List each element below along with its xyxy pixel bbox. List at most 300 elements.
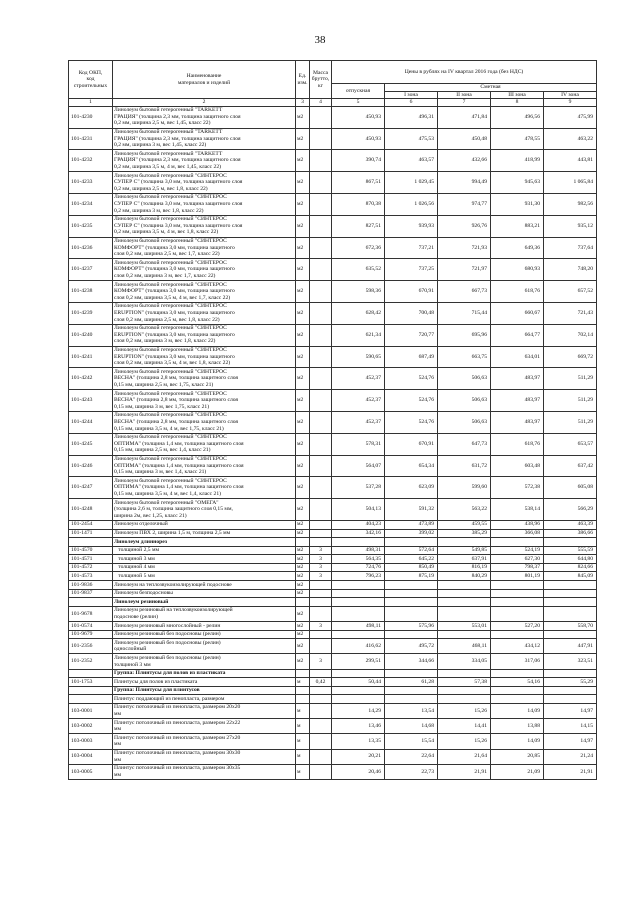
item-name [113, 734, 296, 749]
item-unit: м2 [296, 259, 310, 281]
item-mass [310, 193, 332, 215]
table-row [69, 734, 597, 749]
header-name-l1: Наименование [186, 73, 222, 79]
item-mass [310, 538, 332, 547]
price-zone-2: 468,11 [438, 639, 491, 654]
item-mass [310, 477, 332, 499]
item-name-line: ERUPTION" (толщина 3,0 мм, толщина защитного [114, 310, 235, 317]
col-number: 7 [438, 99, 491, 107]
item-mass: 0,42 [310, 678, 332, 687]
price-zone-1: 524,76 [385, 390, 438, 412]
item-name-line: Линолеум бытовой гетерогенный "СИНТЕРОС [114, 238, 227, 245]
item-name [113, 639, 296, 654]
item-name-line: подоснове (релин) [114, 613, 158, 620]
price-zone-4: 555,59 [544, 546, 597, 555]
price-zone-1: 1 029,45 [385, 172, 438, 194]
price-zone-2: 637,91 [438, 555, 491, 564]
item-name-line: мм [114, 726, 122, 733]
price-retail: 672,36 [332, 237, 385, 259]
item-name-line: слоя 0,2 мм, ширина 2,5 м, вес 1,7, класс 22) [114, 251, 220, 258]
item-unit: м2 [296, 346, 310, 368]
table-row [69, 281, 597, 303]
header-unit [296, 61, 310, 99]
item-name [113, 630, 296, 639]
price-retail: 450,93 [332, 106, 385, 128]
price-zone-4: 443,81 [544, 150, 597, 172]
price-zone-3: 634,01 [491, 346, 544, 368]
item-code: 103-0005 [69, 764, 113, 779]
item-mass [310, 390, 332, 412]
price-zone-1: 700,48 [385, 302, 438, 324]
price-zone-3 [491, 695, 544, 704]
item-name-line: 0,15 мм, ширина 2,5 м, вес 1,4, класс 21) [114, 447, 211, 454]
item-unit: м2 [296, 555, 310, 564]
price-retail: 404,23 [332, 520, 385, 529]
price-zone-3: 21,09 [491, 764, 544, 779]
price-zone-1: 473,89 [385, 520, 438, 529]
item-name-line: ERUPTION" (толщина 3,0 мм, толщина защитного [114, 353, 235, 360]
price-zone-2 [438, 669, 491, 678]
column-number-row [69, 99, 597, 107]
price-zone-1 [385, 538, 438, 547]
price-zone-4: 21,91 [544, 764, 597, 779]
item-name-line: толщиной 3 мм [114, 555, 155, 562]
item-mass: 3 [310, 654, 332, 669]
price-retail: 498,11 [332, 622, 385, 631]
price-zone-2: 695,96 [438, 324, 491, 346]
price-zone-1: 720,77 [385, 324, 438, 346]
item-name [113, 302, 296, 324]
item-name-line: 0,15 мм, ширина 3,5 м, 4 м, вес 1,4, класс 21) [114, 491, 222, 498]
price-zone-3: 14,09 [491, 734, 544, 749]
item-code: 101-4245 [69, 433, 113, 455]
item-unit: м [296, 764, 310, 779]
price-zone-4: 982,56 [544, 193, 597, 215]
price-zone-2: 15,26 [438, 703, 491, 718]
price-zone-1: 670,91 [385, 281, 438, 303]
price-zone-3: 317,06 [491, 654, 544, 669]
item-name-line: слоя 0,2 мм, ширина 3,5 м, 4 м, вес 1,8, класс 22) [114, 360, 231, 367]
item-code: 101-4246 [69, 455, 113, 477]
item-mass: 3 [310, 555, 332, 564]
price-zone-1 [385, 589, 438, 598]
item-name-line: Линолеум длиннорез [114, 538, 168, 545]
price-retail: 867,51 [332, 172, 385, 194]
item-name-line: 0,2 мм, ширина 3,5 м, 4 м, вес 1,45, класс 22) [114, 164, 222, 171]
item-unit: м2 [296, 529, 310, 538]
price-retail [332, 686, 385, 695]
item-name [113, 411, 296, 433]
group-row [69, 669, 597, 678]
item-name-line: ГРАЦИЯ" (толщина 2,3 мм, толщина защитного слоя [114, 113, 241, 120]
price-zone-4: 511,29 [544, 368, 597, 390]
item-name-line: Линолеум резиновый без подосновы (релин) [114, 631, 221, 638]
price-retail: 537,28 [332, 477, 385, 499]
price-zone-1 [385, 598, 438, 607]
item-name [113, 686, 296, 695]
price-zone-1: 475,53 [385, 128, 438, 150]
price-retail: 590,65 [332, 346, 385, 368]
item-code: 101-4235 [69, 215, 113, 237]
price-zone-1: 645,22 [385, 555, 438, 564]
price-zone-1: 687,49 [385, 346, 438, 368]
price-retail [332, 669, 385, 678]
item-name-line: Линолеум бытовой гетерогенный "СИНТЕРОС [114, 390, 227, 397]
item-code: 101-4233 [69, 172, 113, 194]
price-zone-3: 680,93 [491, 259, 544, 281]
item-code [69, 598, 113, 607]
item-name-line: 0,15 мм, ширина 3 м, вес 1,75, класс 21) [114, 403, 210, 410]
price-zone-1 [385, 686, 438, 695]
item-name-line: Линолеум бытовой гетерогенный "СИНТЕРОС [114, 303, 227, 310]
price-zone-3: 14,09 [491, 703, 544, 718]
price-zone-2: 994,49 [438, 172, 491, 194]
item-name-line: Линолеум безподосновы [114, 590, 173, 597]
price-zone-3: 664,77 [491, 324, 544, 346]
price-retail: 390,74 [332, 150, 385, 172]
price-zone-1: 15,54 [385, 734, 438, 749]
item-mass [310, 719, 332, 734]
item-code: 101-4243 [69, 390, 113, 412]
item-name-line: ВЕСНА" (толщина 2,8 мм, толщина защитного слоя [114, 375, 239, 382]
item-mass: 3 [310, 546, 332, 555]
item-unit: м [296, 734, 310, 749]
price-retail: 14,29 [332, 703, 385, 718]
price-retail: 452,37 [332, 390, 385, 412]
item-name-line: 0,15 мм, ширина 3,5 м, 4 м, вес 1,75, класс 21) [114, 425, 224, 432]
item-code: 101-4244 [69, 411, 113, 433]
price-zone-1: 524,76 [385, 368, 438, 390]
price-retail: 564,07 [332, 455, 385, 477]
item-name [113, 172, 296, 194]
item-name-line: Плинтус поддающий из пенопласта, размером [114, 695, 225, 702]
price-zone-3: 627,30 [491, 555, 544, 564]
item-name [113, 538, 296, 547]
item-name [113, 606, 296, 621]
price-zone-3: 527,20 [491, 622, 544, 631]
price-zone-2: 816,19 [438, 563, 491, 572]
price-zone-2: 471,84 [438, 106, 491, 128]
price-zone-3: 798,37 [491, 563, 544, 572]
item-code [69, 695, 113, 704]
item-name-line: Линолеум бытовой гетерогенный "СИНТЕРОС [114, 281, 227, 288]
item-code: 101-4239 [69, 302, 113, 324]
item-name [113, 324, 296, 346]
item-unit: м2 [296, 589, 310, 598]
item-name-line: толщиной 3 мм [114, 661, 151, 668]
price-zone-3 [491, 589, 544, 598]
item-name-line: толщиной 2,5 мм [114, 547, 160, 554]
price-zone-4: 748,20 [544, 259, 597, 281]
item-mass: 3 [310, 572, 332, 581]
price-retail: 598,36 [332, 281, 385, 303]
price-retail: 452,37 [332, 368, 385, 390]
item-name-line: СУПЕР С" (толщина 3,0 мм, толщина защитного слоя [114, 201, 243, 208]
item-mass [310, 455, 332, 477]
price-retail: 13,35 [332, 734, 385, 749]
item-mass [310, 529, 332, 538]
item-name-line: ОПТИМА" (толщина 1,4 мм, толщина защитного слоя [114, 484, 244, 491]
header-zone-4: IV зона [544, 91, 597, 99]
table-row [69, 589, 597, 598]
item-unit: м2 [296, 237, 310, 259]
item-unit [296, 669, 310, 678]
price-zone-3: 945,63 [491, 172, 544, 194]
item-mass: 3 [310, 622, 332, 631]
item-name [113, 563, 296, 572]
item-name-line: Линолеум на теплозвукоизолирующей подоснове [114, 581, 232, 588]
price-zone-1: 1 026,56 [385, 193, 438, 215]
table-row [69, 703, 597, 718]
item-code: 101-4573 [69, 572, 113, 581]
item-mass [310, 215, 332, 237]
price-zone-2: 974,77 [438, 193, 491, 215]
price-zone-3: 483,97 [491, 368, 544, 390]
price-zone-1: 344,66 [385, 654, 438, 669]
item-code: 103-0002 [69, 719, 113, 734]
header-mass [310, 61, 332, 99]
col-number: 4 [310, 99, 332, 107]
item-mass [310, 686, 332, 695]
price-zone-3 [491, 686, 544, 695]
item-name-line: СУПЕР С" (толщина 3,0 мм, толщина защитного слоя [114, 222, 243, 229]
item-unit [296, 686, 310, 695]
item-mass [310, 598, 332, 607]
table-row [69, 630, 597, 639]
page-number: 38 [314, 34, 326, 46]
price-zone-3: 618,76 [491, 281, 544, 303]
item-unit: м2 [296, 128, 310, 150]
item-name [113, 346, 296, 368]
price-zone-1 [385, 630, 438, 639]
item-mass [310, 324, 332, 346]
item-mass [310, 734, 332, 749]
price-zone-2 [438, 589, 491, 598]
item-code: 103-0003 [69, 734, 113, 749]
price-zone-3 [491, 538, 544, 547]
price-zone-1: 575,96 [385, 622, 438, 631]
item-name-line: мм [114, 741, 122, 748]
price-zone-4: 463,39 [544, 520, 597, 529]
item-code: 101-4572 [69, 563, 113, 572]
item-mass [310, 764, 332, 779]
item-name-line: ОПТИМА" (толщина 1,4 мм, толщина защитного слоя [114, 440, 244, 447]
item-name-line: Линолеум резиновый без подосновы (релин) [114, 639, 221, 646]
table-row [69, 390, 597, 412]
item-name [113, 678, 296, 687]
price-zone-3 [491, 598, 544, 607]
price-zone-4: 55,29 [544, 678, 597, 687]
item-code: 103-0001 [69, 703, 113, 718]
price-zone-4 [544, 606, 597, 621]
item-unit: м2 [296, 390, 310, 412]
price-retail: 635,52 [332, 259, 385, 281]
item-unit: м2 [296, 630, 310, 639]
price-zone-3: 478,55 [491, 128, 544, 150]
item-mass [310, 128, 332, 150]
price-retail: 452,37 [332, 411, 385, 433]
price-zone-4: 566,29 [544, 499, 597, 521]
item-code: 101-4248 [69, 499, 113, 521]
item-name-line: мм [114, 756, 122, 763]
price-table [68, 60, 597, 780]
price-retail: 796,23 [332, 572, 385, 581]
price-zone-3: 418,99 [491, 150, 544, 172]
item-code: 101-4238 [69, 281, 113, 303]
price-zone-3: 496,56 [491, 106, 544, 128]
item-name [113, 390, 296, 412]
item-code: 101-9836 [69, 581, 113, 590]
price-zone-3: 931,30 [491, 193, 544, 215]
price-zone-3 [491, 606, 544, 621]
item-name-line: ВЕСНА" (толщина 2,8 мм, толщина защитного слоя [114, 397, 239, 404]
price-retail: 628,42 [332, 302, 385, 324]
price-zone-4: 605,08 [544, 477, 597, 499]
item-name [113, 749, 296, 764]
price-zone-2: 506,63 [438, 368, 491, 390]
price-zone-3: 20,85 [491, 749, 544, 764]
price-zone-1: 670,91 [385, 433, 438, 455]
item-name [113, 654, 296, 669]
item-name [113, 622, 296, 631]
price-zone-4: 721,43 [544, 302, 597, 324]
table-row [69, 368, 597, 390]
item-name-line: КОМФОРТ" (толщина 3,0 мм, толщина защитного [114, 288, 235, 295]
price-zone-2: 21,64 [438, 749, 491, 764]
price-zone-4 [544, 686, 597, 695]
item-name-line: ОПТИМА" (толщина 1,4 мм, толщина защитного слоя [114, 462, 244, 469]
price-zone-3: 366,08 [491, 529, 544, 538]
item-unit: м2 [296, 563, 310, 572]
price-zone-2: 57,38 [438, 678, 491, 687]
price-zone-4: 644,80 [544, 555, 597, 564]
item-unit: м2 [296, 477, 310, 499]
item-unit: м2 [296, 606, 310, 621]
item-name [113, 368, 296, 390]
item-name [113, 106, 296, 128]
table-row [69, 572, 597, 581]
item-name [113, 237, 296, 259]
item-unit: м2 [296, 654, 310, 669]
table-row [69, 678, 597, 687]
item-name [113, 546, 296, 555]
table-row [69, 346, 597, 368]
table-row [69, 529, 597, 538]
price-zone-4: 14,97 [544, 734, 597, 749]
price-zone-4: 935,12 [544, 215, 597, 237]
table-row [69, 764, 597, 779]
price-zone-2: 721,93 [438, 237, 491, 259]
price-retail: 20,21 [332, 749, 385, 764]
price-zone-4: 824,66 [544, 563, 597, 572]
price-zone-4: 386,66 [544, 529, 597, 538]
item-code: 101-4570 [69, 546, 113, 555]
header-code-l1: Код ОКП, [78, 69, 103, 76]
price-zone-3: 434,12 [491, 639, 544, 654]
item-name-line: Линолеум резиновый [114, 598, 169, 605]
item-name-line: КОМФОРТ" (толщина 3,0 мм, толщина защитного [114, 244, 235, 251]
item-name-line: Линолеум бытовой гетерогенный "СИНТЕРОС [114, 477, 227, 484]
item-name-line: слоя 0,2 мм, ширина 3 м, вес 1,8, класс 22) [114, 338, 216, 345]
table-row [69, 654, 597, 669]
item-code: 101-4232 [69, 150, 113, 172]
price-zone-2: 563,22 [438, 499, 491, 521]
price-zone-3: 13,88 [491, 719, 544, 734]
col-number: 6 [385, 99, 438, 107]
price-zone-1: 14,68 [385, 719, 438, 734]
item-name-line: Плинтус потолочный из пенопласта, размером 27х20 [114, 734, 241, 741]
price-zone-1: 399,02 [385, 529, 438, 538]
price-zone-1: 524,76 [385, 411, 438, 433]
item-name-line: 0,15 мм, ширина 2,5 м, вес 1,75, класс 21) [114, 382, 214, 389]
price-retail [332, 589, 385, 598]
price-zone-2: 721,97 [438, 259, 491, 281]
item-name-line: Плинтусы для полов из пластиката [114, 678, 198, 685]
item-name-line: Группа: Плинтусы для плинтусов [114, 687, 200, 694]
item-code: 101-2356 [69, 639, 113, 654]
item-name-line: СУПЕР С" (толщина 3,0 мм, толщина защитного слоя [114, 179, 243, 186]
header-mass-l2: брутто, [311, 76, 330, 83]
table-row [69, 546, 597, 555]
table-row [69, 555, 597, 564]
price-zone-3 [491, 581, 544, 590]
item-name-line: Линолеум бытовой гетерогенный "TARKETT [114, 150, 223, 157]
price-zone-3: 883,21 [491, 215, 544, 237]
item-code [69, 669, 113, 678]
price-zone-4 [544, 695, 597, 704]
price-zone-4: 21,24 [544, 749, 597, 764]
item-name-line: ERUPTION" (толщина 3,0 мм, толщина защитного [114, 331, 235, 338]
item-code: 101-9837 [69, 589, 113, 598]
item-mass [310, 520, 332, 529]
header-estimated: Сметная [385, 84, 597, 92]
price-zone-2: 432,66 [438, 150, 491, 172]
price-zone-4: 463,22 [544, 128, 597, 150]
price-zone-3: 524,19 [491, 546, 544, 555]
price-zone-2: 667,73 [438, 281, 491, 303]
price-retail [332, 630, 385, 639]
item-name [113, 128, 296, 150]
price-zone-4 [544, 538, 597, 547]
col-number: 9 [544, 99, 597, 107]
item-name-line: 0,2 мм, ширина 3 м, вес 1,8, класс 22) [114, 207, 204, 214]
item-unit: м2 [296, 572, 310, 581]
item-unit: м2 [296, 639, 310, 654]
price-zone-4: 845,09 [544, 572, 597, 581]
price-zone-1: 22,73 [385, 764, 438, 779]
price-zone-4: 511,29 [544, 411, 597, 433]
item-name [113, 572, 296, 581]
item-code: 101-1471 [69, 529, 113, 538]
item-unit: м2 [296, 499, 310, 521]
item-name [113, 499, 296, 521]
price-zone-1: 61,28 [385, 678, 438, 687]
price-zone-4: 669,72 [544, 346, 597, 368]
price-zone-1: 737,21 [385, 237, 438, 259]
price-zone-3: 660,67 [491, 302, 544, 324]
price-retail: 870,38 [332, 193, 385, 215]
item-code [69, 538, 113, 547]
header-retail: отпускная [332, 84, 385, 99]
price-retail: 20,46 [332, 764, 385, 779]
item-unit: м2 [296, 520, 310, 529]
item-name-line: КОМФОРТ" (толщина 3,0 мм, толщина защитного [114, 266, 235, 273]
price-zone-2 [438, 538, 491, 547]
price-zone-3: 649,36 [491, 237, 544, 259]
table-row [69, 695, 597, 704]
item-name-line: Плинтус потолочный из пенопласта, размером 30х35 [114, 765, 241, 772]
item-mass [310, 703, 332, 718]
